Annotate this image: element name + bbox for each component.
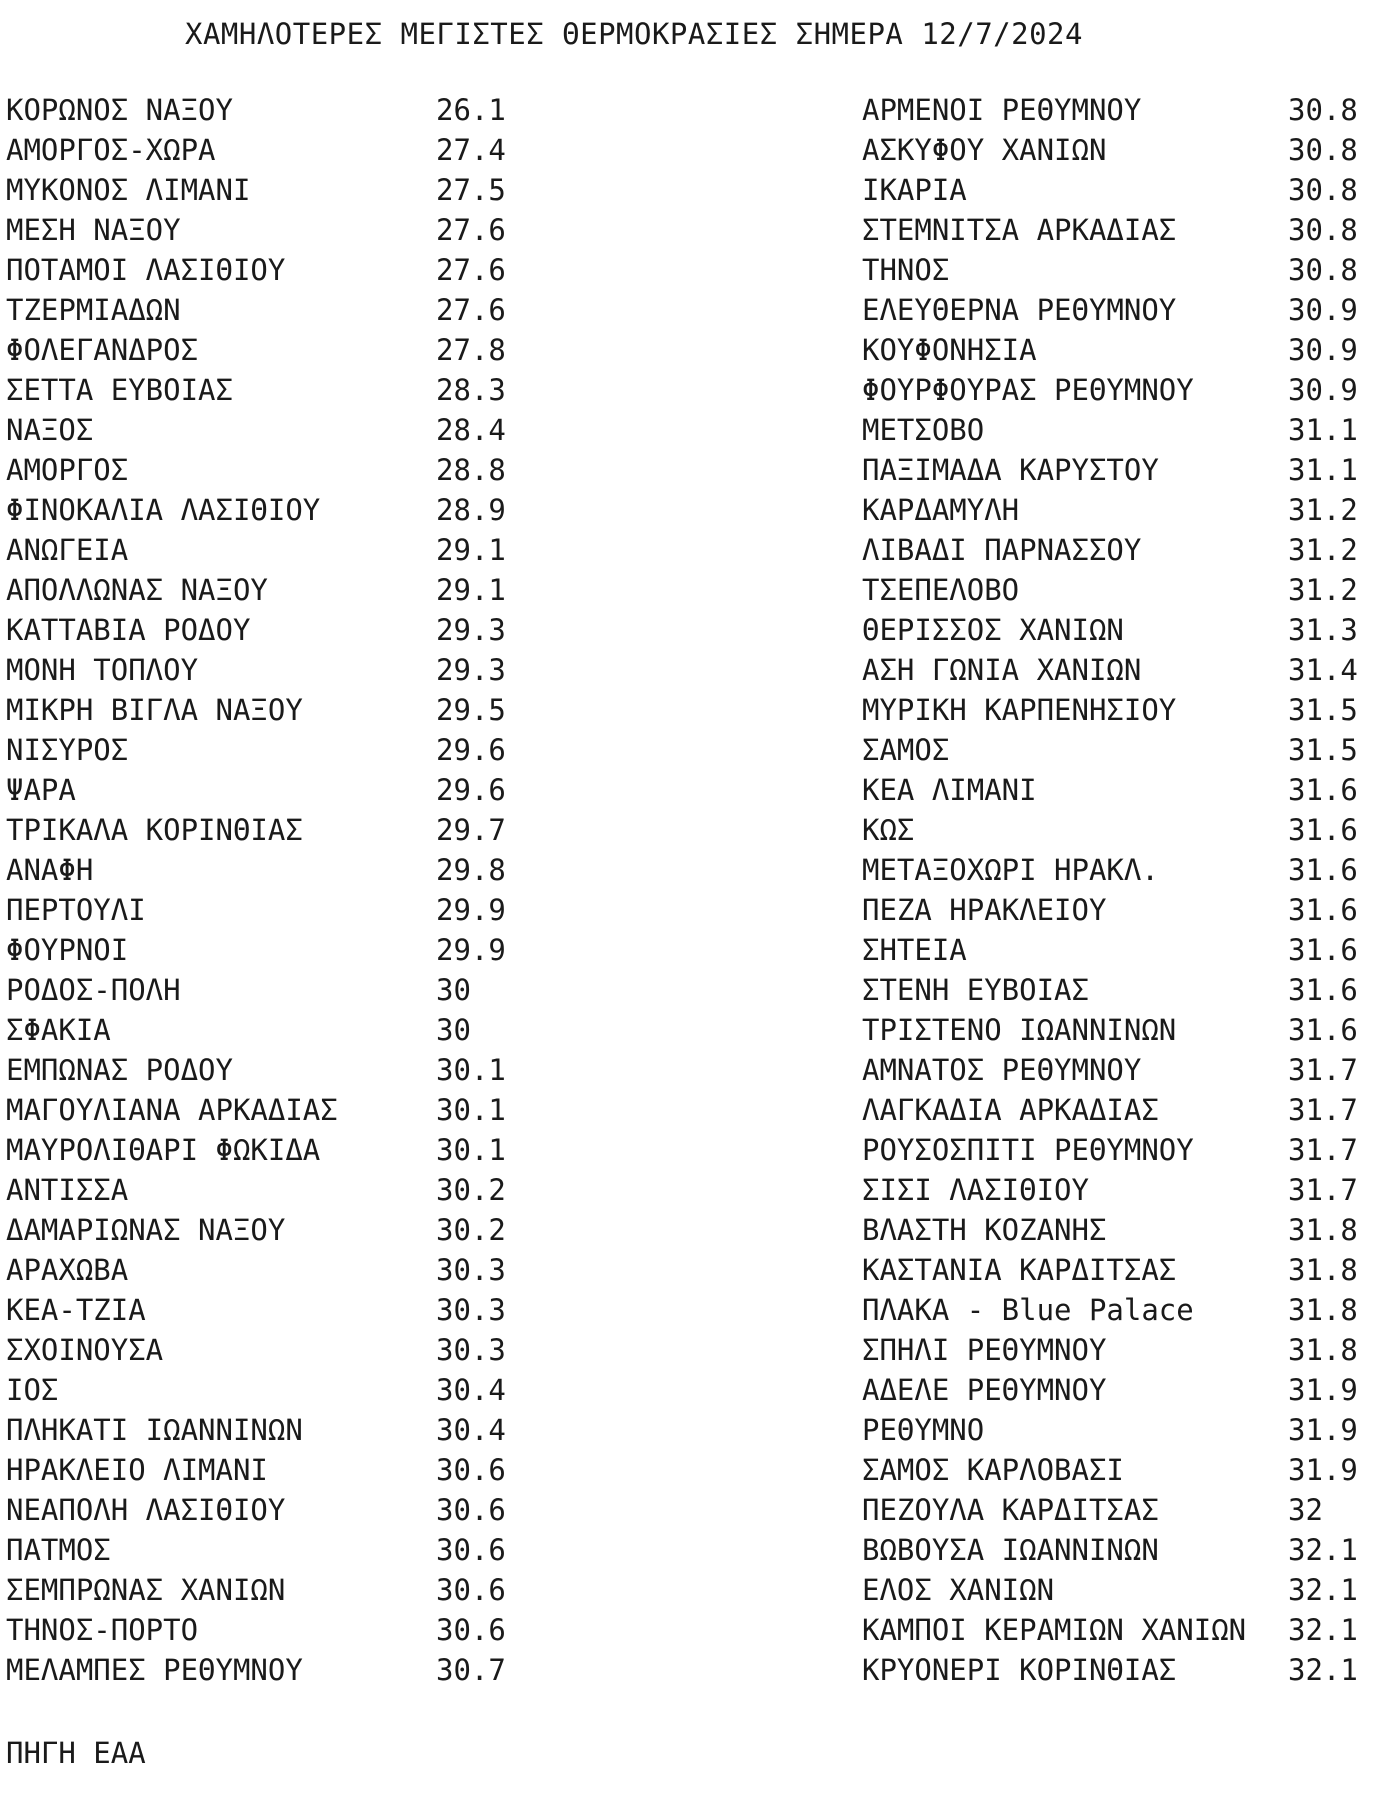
station-name: ΚΑΜΠΟΙ ΚΕΡΑΜΙΩΝ ΧΑΝΙΩΝ: [862, 1613, 1247, 1647]
station-temperature: 30.8: [1288, 93, 1358, 127]
station-name: ΕΜΠΩΝΑΣ ΡΟΔΟΥ: [6, 1053, 233, 1087]
station-temperature: 30.6: [436, 1613, 506, 1647]
station-temperature: 30.1: [436, 1093, 506, 1127]
station-temperature: 27.6: [436, 253, 506, 287]
station-name: ΚΡΥΟΝΕΡΙ ΚΟΡΙΝΘΙΑΣ: [862, 1653, 1177, 1687]
station-temperature: 30.6: [436, 1533, 506, 1567]
station-name: ΤΗΝΟΣ: [862, 253, 950, 287]
station-temperature: 31.5: [1288, 693, 1358, 727]
station-name: ΜΑΥΡΟΛΙΘΑΡΙ ΦΩΚΙΔΑ: [6, 1133, 321, 1167]
station-name: ΜΥΡΙΚΗ ΚΑΡΠΕΝΗΣΙΟΥ: [862, 693, 1177, 727]
station-temperature: 27.6: [436, 293, 506, 327]
station-name: ΑΜΟΡΓΟΣ: [6, 453, 129, 487]
station-temperature: 31.6: [1288, 933, 1358, 967]
station-name: ΑΜΝΑΤΟΣ ΡΕΘΥΜΝΟΥ: [862, 1053, 1142, 1087]
station-temperature: 30: [436, 973, 471, 1007]
station-name: ΜΟΝΗ ΤΟΠΛΟΥ: [6, 653, 199, 687]
station-name: ΣΦΑΚΙΑ: [6, 1013, 111, 1047]
station-temperature: 28.4: [436, 413, 506, 447]
station-name: ΦΟΛΕΓΑΝΔΡΟΣ: [6, 333, 199, 367]
station-temperature: 30.1: [436, 1053, 506, 1087]
station-temperature: 30.3: [436, 1253, 506, 1287]
station-temperature: 31.6: [1288, 893, 1358, 927]
station-temperature: 31.9: [1288, 1453, 1358, 1487]
station-temperature: 30.4: [436, 1373, 506, 1407]
station-temperature: 27.4: [436, 133, 506, 167]
station-temperature: 29.3: [436, 613, 506, 647]
station-temperature: 31.8: [1288, 1253, 1358, 1287]
station-name: ΑΣΗ ΓΩΝΙΑ ΧΑΝΙΩΝ: [862, 653, 1142, 687]
station-name: ΚΕΑ-ΤΖΙΑ: [6, 1293, 146, 1327]
station-temperature: 30.2: [436, 1173, 506, 1207]
station-name: ΣΤΕΜΝΙΤΣΑ ΑΡΚΑΔΙΑΣ: [862, 213, 1177, 247]
station-temperature: 30.1: [436, 1133, 506, 1167]
station-name: ΣΧΟΙΝΟΥΣΑ: [6, 1333, 164, 1367]
station-name: ΑΡΜΕΝΟΙ ΡΕΘΥΜΝΟΥ: [862, 93, 1142, 127]
station-temperature: 31.6: [1288, 773, 1358, 807]
station-name: ΛΙΒΑΔΙ ΠΑΡΝΑΣΣΟΥ: [862, 533, 1142, 567]
station-temperature: 30.8: [1288, 133, 1358, 167]
station-temperature: 29.1: [436, 573, 506, 607]
station-temperature: 31.1: [1288, 413, 1358, 447]
station-temperature: 31.5: [1288, 733, 1358, 767]
station-name: ΒΛΑΣΤΗ ΚΟΖΑΝΗΣ: [862, 1213, 1107, 1247]
station-name: ΤΡΙΣΤΕΝΟ ΙΩΑΝΝΙΝΩΝ: [862, 1013, 1177, 1047]
station-name: ΒΩΒΟΥΣΑ ΙΩΑΝΝΙΝΩΝ: [862, 1533, 1159, 1567]
station-name: ΠΑΤΜΟΣ: [6, 1533, 111, 1567]
station-name: ΦΟΥΡΦΟΥΡΑΣ ΡΕΘΥΜΝΟΥ: [862, 373, 1194, 407]
station-name: ΑΝΑΦΗ: [6, 853, 94, 887]
station-name: ΡΕΘΥΜΝΟ: [862, 1413, 985, 1447]
station-temperature: 30.8: [1288, 173, 1358, 207]
station-temperature: 31.6: [1288, 973, 1358, 1007]
station-temperature: 31.2: [1288, 493, 1358, 527]
source-footer: ΠΗΓΗ ΕΑΑ: [6, 1736, 146, 1770]
station-temperature: 31.1: [1288, 453, 1358, 487]
station-temperature: 32.1: [1288, 1613, 1358, 1647]
station-name: ΠΛΗΚΑΤΙ ΙΩΑΝΝΙΝΩΝ: [6, 1413, 303, 1447]
station-temperature: 31.7: [1288, 1133, 1358, 1167]
station-temperature: 30.2: [436, 1213, 506, 1247]
station-name: ΡΟΔΟΣ-ΠΟΛΗ: [6, 973, 181, 1007]
station-temperature: 28.8: [436, 453, 506, 487]
station-name: ΑΡΑΧΩΒΑ: [6, 1253, 129, 1287]
station-name: ΦΙΝΟΚΑΛΙΑ ΛΑΣΙΘΙΟΥ: [6, 493, 321, 527]
station-temperature: 30.9: [1288, 293, 1358, 327]
station-name: ΚΩΣ: [862, 813, 915, 847]
station-temperature: 31.2: [1288, 573, 1358, 607]
station-temperature: 32.1: [1288, 1573, 1358, 1607]
station-name: ΣΠΗΛΙ ΡΕΘΥΜΝΟΥ: [862, 1333, 1107, 1367]
station-name: ΣΤΕΝΗ ΕΥΒΟΙΑΣ: [862, 973, 1089, 1007]
station-temperature: 30.8: [1288, 213, 1358, 247]
station-name: ΤΗΝΟΣ-ΠΟΡΤΟ: [6, 1613, 199, 1647]
station-name: ΤΖΕΡΜΙΑΔΩΝ: [6, 293, 181, 327]
station-name: ΙΚΑΡΙΑ: [862, 173, 967, 207]
station-name: ΘΕΡΙΣΣΟΣ ΧΑΝΙΩΝ: [862, 613, 1124, 647]
station-temperature: 27.5: [436, 173, 506, 207]
station-temperature: 31.6: [1288, 853, 1358, 887]
station-temperature: 30: [436, 1013, 471, 1047]
station-name: ΣΙΣΙ ΛΑΣΙΘΙΟΥ: [862, 1173, 1089, 1207]
station-temperature: 29.5: [436, 693, 506, 727]
station-name: ΕΛΕΥΘΕΡΝΑ ΡΕΘΥΜΝΟΥ: [862, 293, 1177, 327]
station-temperature: 30.7: [436, 1653, 506, 1687]
station-temperature: 30.9: [1288, 373, 1358, 407]
station-temperature: 27.8: [436, 333, 506, 367]
station-name: ΣΕΜΠΡΩΝΑΣ ΧΑΝΙΩΝ: [6, 1573, 286, 1607]
station-name: ΠΛΑΚΑ - Blue Palace: [862, 1293, 1194, 1327]
station-temperature: 31.6: [1288, 813, 1358, 847]
station-temperature: 29.9: [436, 933, 506, 967]
station-temperature: 31.6: [1288, 1013, 1358, 1047]
station-temperature: 29.9: [436, 893, 506, 927]
station-name: ΣΕΤΤΑ ΕΥΒΟΙΑΣ: [6, 373, 233, 407]
station-name: ΚΑΣΤΑΝΙΑ ΚΑΡΔΙΤΣΑΣ: [862, 1253, 1177, 1287]
station-temperature: 31.8: [1288, 1293, 1358, 1327]
station-name: ΝΑΞΟΣ: [6, 413, 94, 447]
station-temperature: 29.8: [436, 853, 506, 887]
page-title: ΧΑΜΗΛΟΤΕΡΕΣ ΜΕΓΙΣΤΕΣ ΘΕΡΜΟΚΡΑΣΙΕΣ ΣΗΜΕΡΑ 12/7/2024: [185, 17, 1083, 51]
station-name: ΑΔΕΛΕ ΡΕΘΥΜΝΟΥ: [862, 1373, 1107, 1407]
station-name: ΤΣΕΠΕΛΟΒΟ: [862, 573, 1020, 607]
station-temperature: 27.6: [436, 213, 506, 247]
station-name: ΝΙΣΥΡΟΣ: [6, 733, 129, 767]
station-name: ΦΟΥΡΝΟΙ: [6, 933, 129, 967]
station-name: ΜΥΚΟΝΟΣ ΛΙΜΑΝΙ: [6, 173, 251, 207]
station-name: ΑΠΟΛΛΩΝΑΣ ΝΑΞΟΥ: [6, 573, 268, 607]
station-temperature: 29.7: [436, 813, 506, 847]
station-temperature: 30.6: [436, 1493, 506, 1527]
station-temperature: 31.8: [1288, 1333, 1358, 1367]
station-temperature: 30.3: [436, 1293, 506, 1327]
station-name: ΚΕΑ ΛΙΜΑΝΙ: [862, 773, 1037, 807]
station-name: ΣΑΜΟΣ ΚΑΡΛΟΒΑΣΙ: [862, 1453, 1124, 1487]
station-temperature: 31.4: [1288, 653, 1358, 687]
station-name: ΡΟΥΣΟΣΠΙΤΙ ΡΕΘΥΜΝΟΥ: [862, 1133, 1194, 1167]
station-name: ΑΝΩΓΕΙΑ: [6, 533, 129, 567]
station-temperature: 30.6: [436, 1453, 506, 1487]
station-temperature: 30.9: [1288, 333, 1358, 367]
station-name: ΑΝΤΙΣΣΑ: [6, 1173, 129, 1207]
station-name: ΔΑΜΑΡΙΩΝΑΣ ΝΑΞΟΥ: [6, 1213, 286, 1247]
station-temperature: 26.1: [436, 93, 506, 127]
station-temperature: 28.9: [436, 493, 506, 527]
station-temperature: 29.1: [436, 533, 506, 567]
station-temperature: 31.8: [1288, 1213, 1358, 1247]
station-name: ΜΕΤΣΟΒΟ: [862, 413, 985, 447]
station-temperature: 32.1: [1288, 1533, 1358, 1567]
station-temperature: 29.3: [436, 653, 506, 687]
station-name: ΜΕΛΑΜΠΕΣ ΡΕΘΥΜΝΟΥ: [6, 1653, 303, 1687]
station-name: ΜΕΤΑΞΟΧΩΡΙ ΗΡΑΚΛ.: [862, 853, 1159, 887]
station-name: ΙΟΣ: [6, 1373, 59, 1407]
station-name: ΤΡΙΚΑΛΑ ΚΟΡΙΝΘΙΑΣ: [6, 813, 303, 847]
station-name: ΜΑΓΟΥΛΙΑΝΑ ΑΡΚΑΔΙΑΣ: [6, 1093, 338, 1127]
station-temperature: 32.1: [1288, 1653, 1358, 1687]
station-temperature: 30.3: [436, 1333, 506, 1367]
station-name: ΣΑΜΟΣ: [862, 733, 950, 767]
station-name: ΛΑΓΚΑΔΙΑ ΑΡΚΑΔΙΑΣ: [862, 1093, 1159, 1127]
station-name: ΚΟΥΦΟΝΗΣΙΑ: [862, 333, 1037, 367]
station-temperature: 30.4: [436, 1413, 506, 1447]
station-temperature: 31.7: [1288, 1053, 1358, 1087]
station-temperature: 30.6: [436, 1573, 506, 1607]
station-name: ΑΣΚΥΦΟΥ ΧΑΝΙΩΝ: [862, 133, 1107, 167]
station-name: ΠΕΖΟΥΛΑ ΚΑΡΔΙΤΣΑΣ: [862, 1493, 1159, 1527]
station-temperature: 31.7: [1288, 1093, 1358, 1127]
station-temperature: 31.3: [1288, 613, 1358, 647]
station-name: ΚΑΤΤΑΒΙΑ ΡΟΔΟΥ: [6, 613, 251, 647]
station-name: ΠΟΤΑΜΟΙ ΛΑΣΙΘΙΟΥ: [6, 253, 286, 287]
station-name: ΕΛΟΣ ΧΑΝΙΩΝ: [862, 1573, 1055, 1607]
station-temperature: 31.9: [1288, 1413, 1358, 1447]
station-temperature: 30.8: [1288, 253, 1358, 287]
station-name: ΗΡΑΚΛΕΙΟ ΛΙΜΑΝΙ: [6, 1453, 268, 1487]
station-name: ΨΑΡΑ: [6, 773, 76, 807]
station-temperature: 29.6: [436, 773, 506, 807]
station-temperature: 31.7: [1288, 1173, 1358, 1207]
station-temperature: 28.3: [436, 373, 506, 407]
station-name: ΜΕΣΗ ΝΑΞΟΥ: [6, 213, 181, 247]
station-temperature: 32: [1288, 1493, 1323, 1527]
station-name: ΚΟΡΩΝΟΣ ΝΑΞΟΥ: [6, 93, 233, 127]
station-name: ΑΜΟΡΓΟΣ-ΧΩΡΑ: [6, 133, 216, 167]
station-name: ΠΕΖΑ ΗΡΑΚΛΕΙΟΥ: [862, 893, 1107, 927]
station-name: ΚΑΡΔΑΜΥΛΗ: [862, 493, 1020, 527]
station-name: ΝΕΑΠΟΛΗ ΛΑΣΙΘΙΟΥ: [6, 1493, 286, 1527]
station-temperature: 31.2: [1288, 533, 1358, 567]
station-name: ΠΑΞΙΜΑΔΑ ΚΑΡΥΣΤΟΥ: [862, 453, 1159, 487]
station-name: ΣΗΤΕΙΑ: [862, 933, 967, 967]
station-temperature: 31.9: [1288, 1373, 1358, 1407]
station-name: ΠΕΡΤΟΥΛΙ: [6, 893, 146, 927]
station-temperature: 29.6: [436, 733, 506, 767]
station-name: ΜΙΚΡΗ ΒΙΓΛΑ ΝΑΞΟΥ: [6, 693, 303, 727]
